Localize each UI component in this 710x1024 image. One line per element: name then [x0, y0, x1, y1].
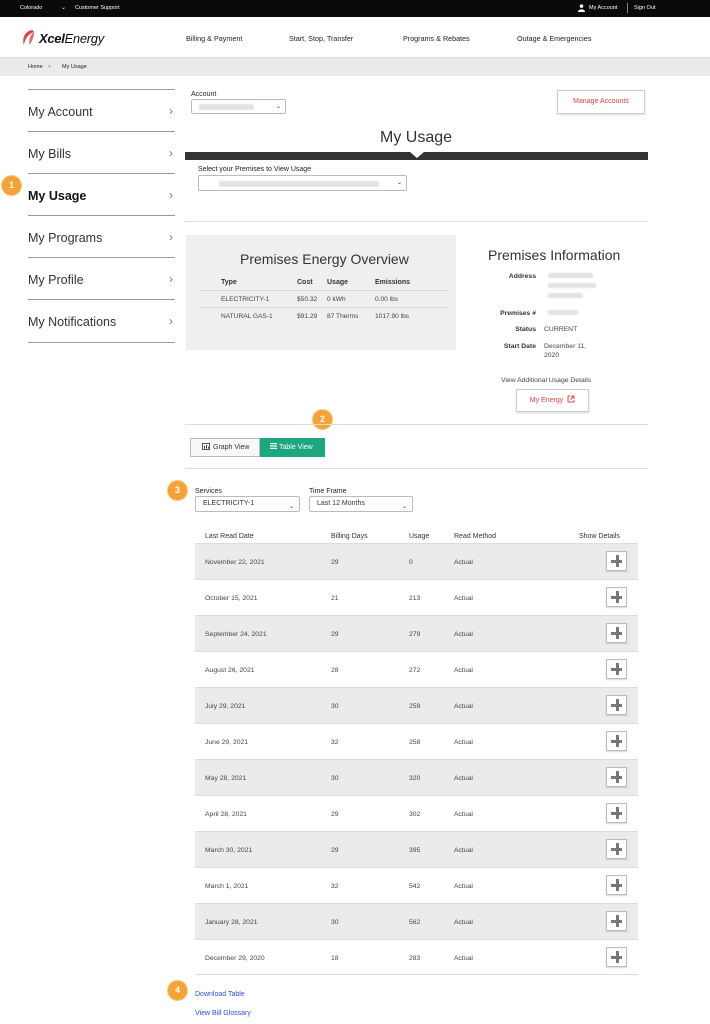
breadcrumb-separator: > [48, 64, 52, 70]
list-icon [270, 443, 277, 449]
redacted-premises-address [219, 181, 379, 187]
chevron-down-icon[interactable]: ⌄ [61, 5, 67, 11]
services-value: ELECTRICITY-1 [203, 500, 255, 507]
cell-usage: 283 [409, 955, 421, 962]
download-table-link[interactable]: Download Table [195, 991, 245, 998]
cell-billing-days: 32 [331, 739, 339, 746]
divider [627, 3, 628, 13]
cell-billing-days: 30 [331, 703, 339, 710]
cell-read-date: June 29, 2021 [205, 739, 249, 746]
expand-details-button[interactable] [606, 803, 627, 823]
cell-billing-days: 18 [331, 955, 339, 962]
cell-read-method: Actual [454, 811, 473, 818]
overview-title: Premises Energy Overview [240, 251, 409, 267]
manage-accounts-button[interactable]: Manage Accounts [557, 90, 645, 114]
view-additional-usage-text: View Additional Usage Details [501, 377, 592, 384]
cell-billing-days: 29 [331, 847, 339, 854]
expand-details-button[interactable] [606, 695, 627, 715]
time-frame-value: Last 12 Months [317, 500, 365, 507]
cell-usage: 0 [409, 559, 413, 566]
premises-information-title: Premises Information [488, 247, 621, 263]
cell-read-date: March 1, 2021 [205, 883, 249, 890]
overview-cell: 0.00 lbs [375, 296, 399, 303]
cell-usage: 258 [409, 739, 421, 746]
divider [185, 468, 648, 469]
sidebar-item-label: My Bills [28, 147, 72, 161]
overview-header-cost: Cost [297, 279, 313, 286]
overview-header-emissions: Emissions [375, 279, 411, 286]
cell-read-method: Actual [454, 847, 473, 854]
table-row [195, 651, 638, 687]
table-header-show-details: Show Details [579, 533, 620, 540]
top-utility-bar [0, 0, 710, 17]
cell-usage: 272 [409, 667, 421, 674]
chevron-right-icon: › [169, 104, 173, 118]
chevron-right-icon: › [169, 230, 173, 244]
account-label: Account [191, 91, 217, 98]
start-date-value: December 11, [544, 343, 587, 350]
table-row [195, 903, 638, 939]
cell-billing-days: 29 [331, 559, 339, 566]
chart-icon [202, 443, 210, 450]
cell-usage: 302 [409, 811, 421, 818]
table-row [195, 867, 638, 903]
nav-outage-emergencies[interactable]: Outage & Emergencies [517, 34, 592, 43]
sign-out-link[interactable]: Sign Out [634, 5, 656, 11]
premises-number-label: Premises # [500, 310, 536, 317]
sidebar-item-my-bills[interactable] [28, 131, 175, 173]
sidebar-item-label: My Profile [28, 273, 84, 287]
cell-read-method: Actual [454, 667, 473, 674]
chevron-down-icon: ⌄ [396, 180, 402, 186]
cell-usage: 320 [409, 775, 421, 782]
breadcrumb [0, 58, 710, 76]
table-row [195, 759, 638, 795]
cell-read-date: September 24, 2021 [205, 631, 267, 638]
cell-usage: 562 [409, 919, 421, 926]
cell-usage: 542 [409, 883, 421, 890]
redacted-address [548, 293, 583, 298]
table-row [195, 939, 638, 975]
cell-read-method: Actual [454, 883, 473, 890]
sidebar-item-my-profile[interactable] [28, 257, 175, 299]
step-badge-2: 2 [313, 410, 332, 429]
graph-view-button[interactable] [190, 438, 260, 457]
chevron-right-icon: › [169, 314, 173, 328]
cell-read-method: Actual [454, 631, 473, 638]
services-label: Services [195, 488, 222, 495]
title-notch [410, 152, 424, 158]
cell-read-date: March 30, 2021 [205, 847, 253, 854]
table-row [195, 543, 638, 579]
cell-read-method: Actual [454, 595, 473, 602]
user-icon [578, 4, 585, 12]
overview-cell: NATURAL GAS-1 [221, 313, 273, 320]
chevron-right-icon: › [169, 188, 173, 202]
chevron-right-icon: › [169, 272, 173, 286]
my-account-link[interactable]: My Account [589, 5, 618, 11]
sidebar-item-my-programs[interactable] [28, 215, 175, 257]
cell-read-date: January 28, 2021 [205, 919, 258, 926]
overview-cell: ELECTRICITY-1 [221, 296, 270, 303]
cell-usage: 279 [409, 631, 421, 638]
expand-details-button[interactable] [606, 911, 627, 931]
divider [199, 290, 449, 291]
table-header-billing-days: Billing Days [331, 533, 368, 540]
expand-details-button[interactable] [606, 839, 627, 859]
table-view-label: Table View [279, 444, 313, 451]
cell-read-date: November 22, 2021 [205, 559, 265, 566]
cell-read-method: Actual [454, 919, 473, 926]
main-nav [0, 17, 710, 58]
sidebar-item-label: My Notifications [28, 315, 117, 329]
view-bill-glossary-link[interactable]: View Bill Glossary [195, 1010, 251, 1017]
overview-cell: 87 Therms [327, 313, 359, 320]
redacted-address [548, 273, 593, 278]
sidebar-item-label: My Account [28, 105, 93, 119]
cell-billing-days: 29 [331, 811, 339, 818]
cell-read-date: December 29, 2020 [205, 955, 265, 962]
premises-select-label: Select your Premises to View Usage [198, 166, 312, 173]
cell-read-method: Actual [454, 775, 473, 782]
table-row [195, 687, 638, 723]
graph-view-label: Graph View [213, 444, 250, 451]
step-badge-3: 3 [168, 481, 187, 500]
overview-cell: 1017.90 lbs [375, 313, 410, 320]
expand-details-button[interactable] [606, 659, 627, 679]
table-header-read-method: Read Method [454, 533, 497, 540]
cell-read-date: July 29, 2021 [205, 703, 246, 710]
chevron-down-icon: ⌄ [288, 504, 294, 510]
my-energy-label: My Energy [529, 397, 564, 404]
services-select[interactable] [195, 496, 300, 512]
expand-details-button[interactable] [606, 551, 627, 571]
cell-read-method: Actual [454, 559, 473, 566]
divider [199, 307, 449, 308]
sidebar-item-label: My Usage [28, 189, 87, 203]
start-date-value: 2020 [544, 352, 560, 359]
chevron-down-icon: ⌄ [275, 104, 281, 110]
breadcrumb-home[interactable]: Home [28, 64, 43, 70]
expand-details-button[interactable] [606, 731, 627, 751]
brand-logo-text[interactable]: XcelEnergy [39, 31, 104, 46]
premises-select[interactable] [198, 175, 407, 191]
cell-read-method: Actual [454, 955, 473, 962]
page-title: My Usage [380, 129, 453, 146]
overview-header-usage: Usage [327, 279, 349, 286]
expand-details-button[interactable] [606, 587, 627, 607]
breadcrumb-current: My Usage [62, 64, 87, 70]
chevron-right-icon: › [169, 146, 173, 160]
nav-programs-rebates[interactable]: Programs & Rebates [403, 34, 470, 43]
table-header-last-read-date: Last Read Date [205, 533, 254, 540]
expand-details-button[interactable] [606, 767, 627, 787]
table-view-button[interactable] [260, 438, 325, 457]
expand-details-button[interactable] [606, 875, 627, 895]
step-badge-4: 4 [168, 981, 187, 1000]
cell-usage: 259 [409, 703, 421, 710]
cell-usage: 395 [409, 847, 421, 854]
state-selector[interactable]: Colorado [20, 5, 43, 11]
table-row [195, 831, 638, 867]
sidebar-item-label: My Programs [28, 231, 103, 245]
cell-read-date: October 15, 2021 [205, 595, 258, 602]
cell-read-date: April 28, 2021 [205, 811, 247, 818]
customer-support-link[interactable]: Customer Support [75, 5, 120, 11]
address-label: Address [508, 273, 536, 280]
overview-cell: 0 kWh [327, 296, 346, 303]
cell-read-date: May 28, 2021 [205, 775, 247, 782]
external-link-icon [567, 395, 575, 403]
expand-details-button[interactable] [606, 623, 627, 643]
nav-billing-payment[interactable]: Billing & Payment [186, 34, 243, 43]
xcel-logo-icon[interactable] [20, 29, 37, 46]
time-frame-select[interactable] [309, 496, 413, 512]
table-row [195, 579, 638, 615]
status-label: Status [515, 326, 536, 333]
step-badge-1: 1 [2, 176, 21, 195]
cell-billing-days: 21 [331, 595, 339, 602]
redacted-address [548, 283, 596, 288]
overview-cell: $50.32 [297, 296, 318, 303]
overview-cell: $91.29 [297, 313, 318, 320]
sidebar-item-my-notifications[interactable] [28, 299, 175, 341]
cell-billing-days: 30 [331, 919, 339, 926]
sidebar-item-my-account[interactable] [28, 89, 175, 131]
divider [185, 221, 648, 222]
cell-billing-days: 28 [331, 667, 339, 674]
table-row [195, 723, 638, 759]
chevron-down-icon: ⌄ [401, 504, 407, 510]
sidebar-item-my-usage[interactable] [28, 173, 175, 215]
nav-start-stop-transfer[interactable]: Start, Stop, Transfer [289, 34, 354, 43]
redacted-premises-number [548, 310, 578, 315]
divider [28, 342, 175, 343]
redacted-account-number [199, 104, 254, 110]
cell-billing-days: 32 [331, 883, 339, 890]
expand-details-button[interactable] [606, 947, 627, 967]
time-frame-label: Time Frame [309, 488, 347, 495]
status-value: CURRENT [544, 326, 578, 333]
cell-billing-days: 30 [331, 775, 339, 782]
table-header-usage: Usage [409, 533, 430, 540]
account-select[interactable] [191, 99, 286, 114]
cell-read-method: Actual [454, 739, 473, 746]
table-row [195, 615, 638, 651]
my-energy-button[interactable] [516, 389, 589, 412]
cell-read-date: August 26, 2021 [205, 667, 255, 674]
overview-header-type: Type [221, 279, 237, 286]
cell-read-method: Actual [454, 703, 473, 710]
start-date-label: Start Date [503, 343, 536, 350]
table-row [195, 795, 638, 831]
divider [185, 424, 648, 425]
cell-billing-days: 29 [331, 631, 339, 638]
cell-usage: 213 [409, 595, 421, 602]
